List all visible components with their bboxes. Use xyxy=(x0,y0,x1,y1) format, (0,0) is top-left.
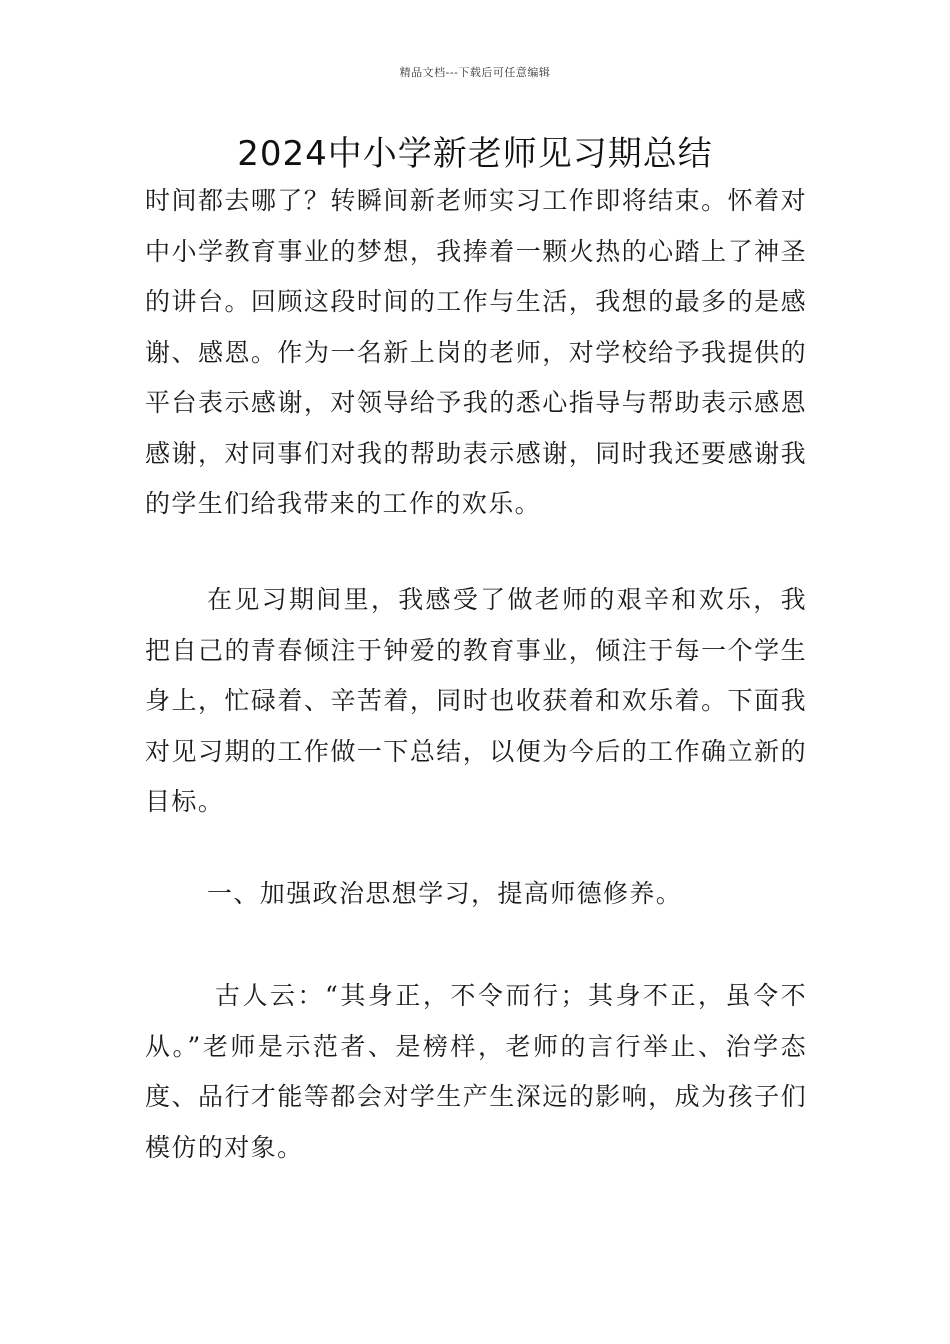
paragraph-section-1: 古人云：“其身正，不令而行；其身不正，虽令不从。”老师是示范者、是榜样，老师的言行举止、治学态度、品行才能等都会对学生产生深远的影响，成为孩子们模仿的对象。 xyxy=(145,981,807,1162)
paragraph-intro: 时间都去哪了？转瞬间新老师实习工作即将结束。怀着对中小学教育事业的梦想，我捧着一颗火热的心踏上了神圣的讲台。回顾这段时间的工作与生活，我想的最多的是感谢、感恩。作为一名新上岗的老师，对学校给予我提供的平台表示感谢，对领导给予我的悉心指导与帮助表示感恩感谢，对同事们对我的帮助表示感谢，同时我还要感谢我的学生们给我带来的工作的欢乐。 xyxy=(145,186,807,518)
document-title: 2024中小学新老师见习期总结 xyxy=(237,134,713,174)
header-note: 精品文档---下载后可任意编辑 xyxy=(399,66,551,79)
paragraph-overview: 在见习期间里，我感受了做老师的艰辛和欢乐，我把自己的青春倾注于钟爱的教育事业，倾注于每一个学生身上，忙碌着、辛苦着，同时也收获着和欢乐着。下面我对见习期的工作做一下总结，以便为今后的工作确立新的目标。 xyxy=(145,585,807,816)
section-heading-1: 一、加强政治思想学习，提高师德修养。 xyxy=(207,879,683,908)
